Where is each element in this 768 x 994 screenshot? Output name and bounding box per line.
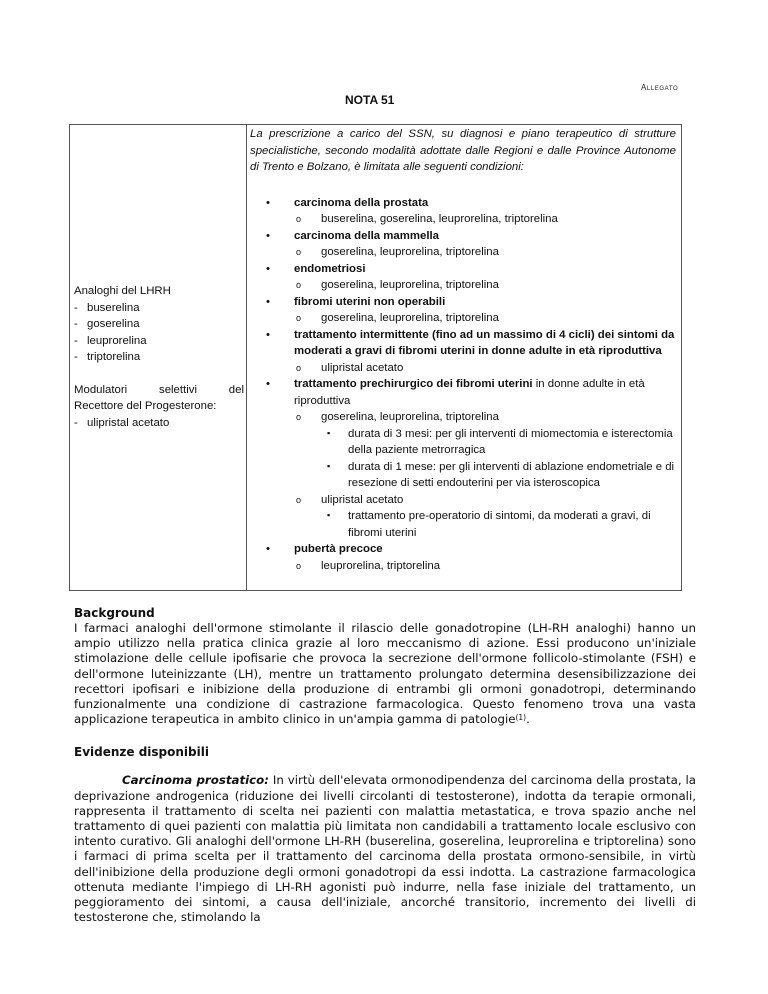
group-title-modulators-2: Recettore del Progesterone:: [74, 400, 217, 412]
condition-item: • trattamento intermittente (fino ad un massimo di 4 cicli) dei sintomi da moderati a gravi di fibromi uterini in donne adulte in età riproduttiva o ulipristal acetato: [250, 327, 676, 377]
drug-sub-item: o goserelina, leuprorelina, triptorelina ▪ durata di 3 mesi: per gli interventi di miomectomia e isterectomia della paziente metrorragica ▪ durata di 1 mese: per gli interventi di ablazione endometriale e di resezione di setti endouterini per via isteroscopica: [294, 409, 676, 492]
group-title-lhrh: Analoghi del LHRH: [74, 285, 171, 297]
drug-item: - buserelina: [74, 301, 140, 314]
background-paragraph: I farmaci analoghi dell'ormone stimolante il rilascio delle gonadotropine (LH-RH analoghi) hanno un ampio utilizzo nella pratica clinica grazie al loro meccanismo di azione. Essi producono un'iniziale stimolazione delle cellule ipofisarie che provoca la secrezione dell'ormone follicolo-stimolante (FSH) e dell'ormone luteinizzante (LH), mentre un trattamento prolungato determina desensibilizzazione dei recettori ipofisari e inibizione della produzione di entrambi gli ormoni gonadotropi, determinando funzionalmente una condizione di castrazione farmacologica. Questo fenomeno trova una vasta applicazione terapeutica in ambito clinico in un'ampia gamma di patologie$^{(1)}$.: [74, 621, 696, 727]
drug-item: - ulipristal acetato: [74, 416, 170, 429]
condition-item: • carcinoma della mammella o goserelina, leuprorelina, triptorelina: [250, 228, 676, 261]
drug-sub-item: o goserelina, leuprorelina, triptorelina: [296, 312, 499, 325]
group-title-modulators: Modulatori selettivi del: [74, 383, 244, 396]
conditions-list: [250, 195, 676, 575]
drug-item: - goserelina: [74, 318, 140, 330]
evidence-subheading: Carcinoma prostatico:: [122, 773, 269, 788]
note-table: [69, 124, 682, 591]
background-heading: Background: [74, 606, 155, 620]
drug-sub-item: o ulipristal acetato: [296, 361, 404, 374]
table-divider: [246, 125, 247, 590]
duration-item: ▪ durata di 3 mesi: per gli interventi di miomectomia e isterectomia della paziente metrorragica: [327, 427, 673, 457]
drug-list-column: [74, 283, 244, 431]
reference-marker: (1): [515, 713, 527, 723]
page-title: NOTA 51: [345, 93, 395, 107]
conditions-column: [250, 126, 676, 574]
condition-item: • fibromi uterini non operabili o goserelina, leuprorelina, triptorelina: [250, 294, 676, 327]
drug-item: - leuprorelina: [74, 334, 147, 347]
condition-item: • trattamento prechirurgico dei fibromi uterini in donne adulte in età riproduttiva o goserelina, leuprorelina, triptorelina ▪ durata di 3 mesi: per gli interventi di miomectomia e isterectomia della paziente metrorragica ▪ durata di 1 mese: per gli interventi di ablazione endometriale e di resezione di setti endouterini per via isteroscopica o ulipristal acetato ▪ trattamento pre-operatorio di sintomi, da moderati a gravi, di fibromi uterini: [250, 376, 676, 541]
duration-item: ▪ durata di 1 mese: per gli interventi di ablazione endometriale e di resezione di setti endouterini per via isteroscopica: [327, 460, 675, 490]
drug-sub-item: o ulipristal acetato ▪ trattamento pre-operatorio di sintomi, da moderati a gravi, di fibromi uterini: [294, 492, 676, 542]
drug-sub-item: o buserelina, goserelina, leuprorelina, triptorelina: [296, 213, 558, 226]
drug-item: - triptorelina: [74, 351, 141, 363]
drug-sub-item: o goserelina, leuprorelina, triptorelina: [296, 279, 499, 292]
document-body: [74, 606, 696, 925]
allegato-label: Allegato: [641, 83, 679, 92]
evidence-heading: Evidenze disponibili: [74, 745, 209, 760]
condition-item: • carcinoma della prostata o buserelina, goserelina, leuprorelina, triptorelina: [250, 195, 676, 228]
condition-item: • endometriosi o goserelina, leuprorelina, triptorelina: [250, 261, 676, 294]
duration-item: ▪ trattamento pre-operatorio di sintomi, da moderati a gravi, di fibromi uterini: [327, 510, 651, 539]
spacer: [74, 366, 244, 382]
drug-sub-item: o goserelina, leuprorelina, triptorelina: [296, 246, 499, 259]
drug-sub-item: o leuprorelina, triptorelina: [296, 559, 441, 572]
prescription-intro: La prescrizione a carico del SSN, su diagnosi e piano terapeutico di strutture specialistiche, secondo modalità adottate dalle Regioni e dalle Province Autonome di Trento e Bolzano, è limitata alle seguenti condizioni:: [250, 128, 676, 174]
condition-item: • pubertà precoce o leuprorelina, triptorelina: [250, 541, 676, 574]
evidence-paragraph: Carcinoma prostatico: In virtù dell'elevata ormonodipendenza del carcinoma della prostata, la deprivazione androgenica (riduzione dei livelli circolanti di testosterone), indotta da terapie ormonali, rappresenta il trattamento di scelta nei pazienti con malattia metastatica, e trova spazio anche nel trattamento di quei pazienti con malattia più limitata non candidabili a trattamento locale esclusivo con intento curativo. Gli analoghi dell'ormone LH-RH (buserelina, goserelina, leuprorelina e triptorelina) sono i farmaci di prima scelta per il trattamento del carcinoma della prostata ormono-sensibile, in virtù dell'inibizione della produzione degli ormoni gonadotropi da essi indotta. La castrazione farmacologica ottenuta mediante l'impiego di LH-RH agonisti può indurre, nella fase iniziale del trattamento, un peggioramento dei sintomi, a causa dell'iniziale, ancorché transitorio, incremento dei livelli di testosterone che, stimolando la: [74, 773, 696, 925]
